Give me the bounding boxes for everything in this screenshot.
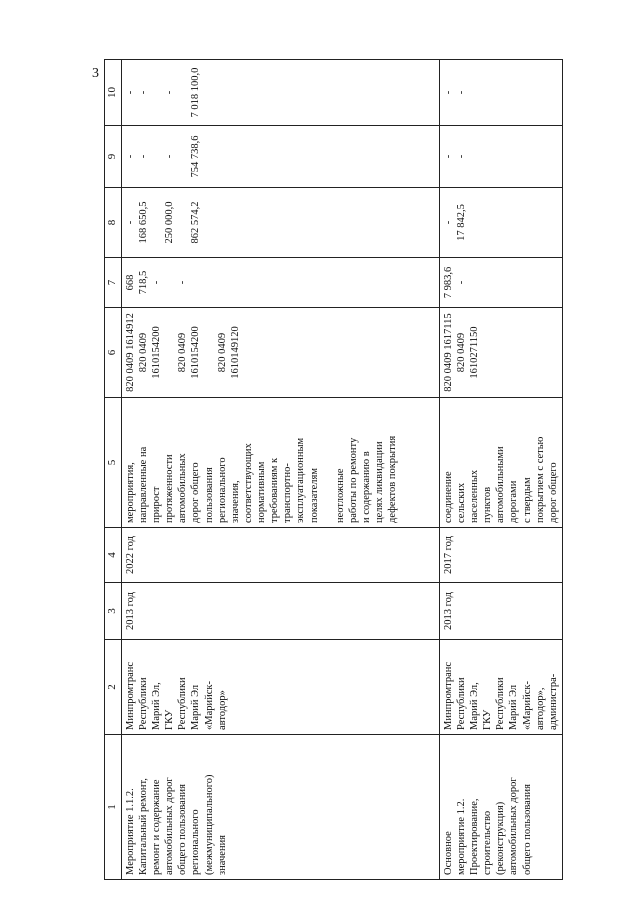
cell-text-line: регионального	[190, 809, 202, 875]
cell-text-line: значения	[216, 834, 228, 875]
cell-text-line: (межмуниципального)	[203, 774, 215, 875]
cell-text-line	[189, 262, 202, 303]
cell-text-line: -	[151, 280, 162, 285]
cell-text-line: 1610154200	[151, 326, 162, 379]
cell-text-line: автомобильными	[495, 446, 507, 523]
cell-budget-code	[121, 308, 439, 398]
cell-text-line: Основное	[442, 831, 454, 875]
cell-text-line: Марий Эл,	[151, 682, 162, 730]
cell-text-line: значения,	[229, 480, 241, 523]
cell-text-line: Минпромтранс	[124, 661, 136, 730]
cell-text-line: регионального	[216, 457, 228, 523]
cell-text-line: -	[124, 90, 136, 95]
cell-text-line: дорог общего	[190, 462, 202, 523]
cell-text-line: 7 983,6	[442, 266, 454, 299]
cell-text-line: Марий Эл,	[469, 682, 480, 730]
cell-text-line: требованиям к	[269, 457, 281, 523]
cell-text-line	[150, 64, 163, 121]
cell-text-line	[176, 64, 189, 121]
cell-text-line	[163, 312, 176, 393]
cell-text-line: 754 738,6	[190, 135, 202, 178]
cell-text-line	[176, 130, 189, 183]
cell-text-line: -	[442, 90, 454, 95]
cell-value-8	[121, 188, 439, 258]
cell-text-line: пунктов	[482, 486, 494, 523]
cell-value-9	[121, 126, 439, 188]
cell-value-8	[439, 188, 562, 258]
cell-text-line: 820 0409	[177, 332, 189, 373]
cell-text-line: -	[137, 90, 149, 95]
cell-text-line	[163, 262, 176, 303]
cell-text-line: прирост	[151, 486, 162, 523]
cell-start-year: 2013 год	[439, 583, 562, 640]
cell-text-line: транспортно-	[282, 463, 294, 523]
cell-text-line: направленные на	[137, 446, 149, 523]
col-header-4: 4	[105, 528, 122, 583]
cell-text-line: неотложные	[334, 468, 346, 523]
cell-text-line: 820 0409	[216, 332, 228, 373]
table-row	[121, 60, 439, 880]
cell-text-line: автодор»	[216, 690, 228, 730]
cell-text-line: -	[455, 280, 467, 285]
cell-text-line: 250 000,0	[164, 201, 176, 244]
cell-text-line: дорог общего	[547, 462, 559, 523]
cell-text-line: общего пользования	[177, 784, 189, 875]
cell-text-line: целях ликвидации	[374, 441, 386, 523]
cell-text-line: 17 842,5	[455, 204, 467, 241]
cell-text-line: администра-	[547, 673, 559, 730]
cell-text-line: -	[164, 90, 176, 95]
col-header-1: 1	[105, 735, 122, 880]
cell-text-line: -	[164, 154, 176, 159]
cell-text-line: дорогами	[508, 480, 520, 523]
table-row	[439, 60, 562, 880]
col-header-9: 9	[105, 126, 122, 188]
cell-text-line: Капитальный ремонт,	[137, 778, 149, 875]
cell-text-line: «Марийск-	[203, 681, 215, 730]
cell-text-line: Республики	[137, 677, 149, 730]
cell-value-10	[121, 60, 439, 126]
cell-text-line: ГКУ	[164, 709, 176, 730]
cell-text-line: 1610149120	[229, 326, 241, 379]
cell-text-line: 668 718,5	[124, 270, 149, 295]
cell-text-line: 820 0409	[137, 332, 149, 373]
cell-text-line: -	[455, 154, 467, 159]
cell-text-line: 1610271150	[469, 326, 480, 379]
cell-text-line: Республики	[177, 677, 189, 730]
cell-text-line: автодор»,	[534, 687, 546, 730]
cell-text-line	[321, 402, 334, 523]
cell-text-line: -	[137, 154, 149, 159]
page-number: 3	[92, 66, 99, 81]
cell-text-line: ГКУ	[482, 709, 494, 730]
cell-text-line: сельских	[455, 482, 467, 523]
cell-description	[439, 398, 562, 528]
cell-measure-name	[121, 735, 439, 880]
cell-text-line: эксплуатационным	[295, 437, 307, 523]
cell-text-line: «Марийск-	[521, 681, 533, 730]
cell-text-line: населенных	[469, 469, 480, 523]
cell-text-line: мероприятие 1.2.	[455, 798, 467, 875]
cell-value-7	[121, 258, 439, 308]
cell-executor	[439, 640, 562, 735]
cell-text-line: Проектирование,	[469, 798, 480, 875]
cell-text-line: 862 574,2	[190, 201, 202, 244]
cell-text-line	[203, 312, 216, 393]
program-table	[104, 59, 563, 880]
cell-description	[121, 398, 439, 528]
cell-executor	[121, 640, 439, 735]
cell-text-line: соединение	[442, 471, 454, 523]
cell-text-line: -	[455, 90, 467, 95]
cell-text-line: ремонт и содержание	[151, 779, 162, 875]
cell-text-line: Республики	[495, 677, 507, 730]
cell-text-line: -	[124, 220, 136, 225]
cell-value-9	[439, 126, 562, 188]
cell-text-line: работы по ремонту	[347, 437, 359, 523]
cell-text-line: строительство	[482, 810, 494, 875]
col-header-10: 10	[105, 60, 122, 126]
cell-text-line: 820 0409 1617115	[442, 313, 454, 392]
col-header-6: 6	[105, 308, 122, 398]
col-header-2: 2	[105, 640, 122, 735]
cell-value-7	[439, 258, 562, 308]
cell-end-year: 2017 год	[439, 528, 562, 583]
cell-text-line: нормативным	[256, 461, 267, 523]
cell-text-line: 820 0409 1614912	[124, 313, 136, 392]
cell-text-line: 1610154200	[190, 326, 202, 379]
cell-value-10	[439, 60, 562, 126]
cell-text-line: протяженности	[164, 454, 176, 523]
cell-text-line	[150, 130, 163, 183]
cell-budget-code	[439, 308, 562, 398]
cell-measure-name	[439, 735, 562, 880]
cell-text-line: дефектов покрытия	[387, 435, 399, 523]
cell-text-line: Минпромтранс	[442, 661, 454, 730]
cell-text-line: -	[442, 154, 454, 159]
cell-text-line	[150, 192, 163, 253]
cell-text-line: мероприятия,	[124, 462, 136, 523]
col-header-3: 3	[105, 583, 122, 640]
cell-text-line	[176, 192, 189, 253]
rotated-table-wrapper	[104, 60, 640, 880]
cell-text-line: общего пользования	[521, 784, 533, 875]
cell-text-line: 820 0409	[455, 332, 467, 373]
cell-text-line: -	[177, 280, 189, 285]
cell-end-year: 2022 год	[121, 528, 439, 583]
cell-text-line: -	[442, 220, 454, 225]
cell-text-line: Мероприятие 1.1.2.	[124, 788, 136, 875]
col-header-8: 8	[105, 188, 122, 258]
cell-text-line: пользования	[203, 467, 215, 523]
cell-text-line: 168 650,5	[137, 201, 149, 244]
cell-text-line: Марий Эл	[508, 684, 520, 730]
cell-text-line: покрытием с сетью	[534, 436, 546, 523]
cell-start-year: 2013 год	[121, 583, 439, 640]
cell-text-line: Республики	[455, 677, 467, 730]
cell-text-line: соответствующих	[242, 443, 254, 523]
cell-text-line: -	[124, 154, 136, 159]
header-row	[105, 60, 122, 880]
col-header-5: 5	[105, 398, 122, 528]
cell-text-line: Марий Эл	[190, 684, 202, 730]
cell-text-line: 7 018 100,0	[190, 67, 202, 118]
cell-text-line: автомобильных дорог	[508, 777, 520, 875]
col-header-7: 7	[105, 258, 122, 308]
cell-text-line: автомобильных	[177, 453, 189, 523]
cell-text-line: (реконструкция)	[495, 801, 507, 875]
cell-text-line: и содержанию в	[361, 451, 372, 523]
cell-text-line: показателям	[308, 468, 320, 523]
cell-text-line: с твердым	[521, 477, 533, 523]
cell-text-line: автомобильных дорог	[164, 777, 176, 875]
